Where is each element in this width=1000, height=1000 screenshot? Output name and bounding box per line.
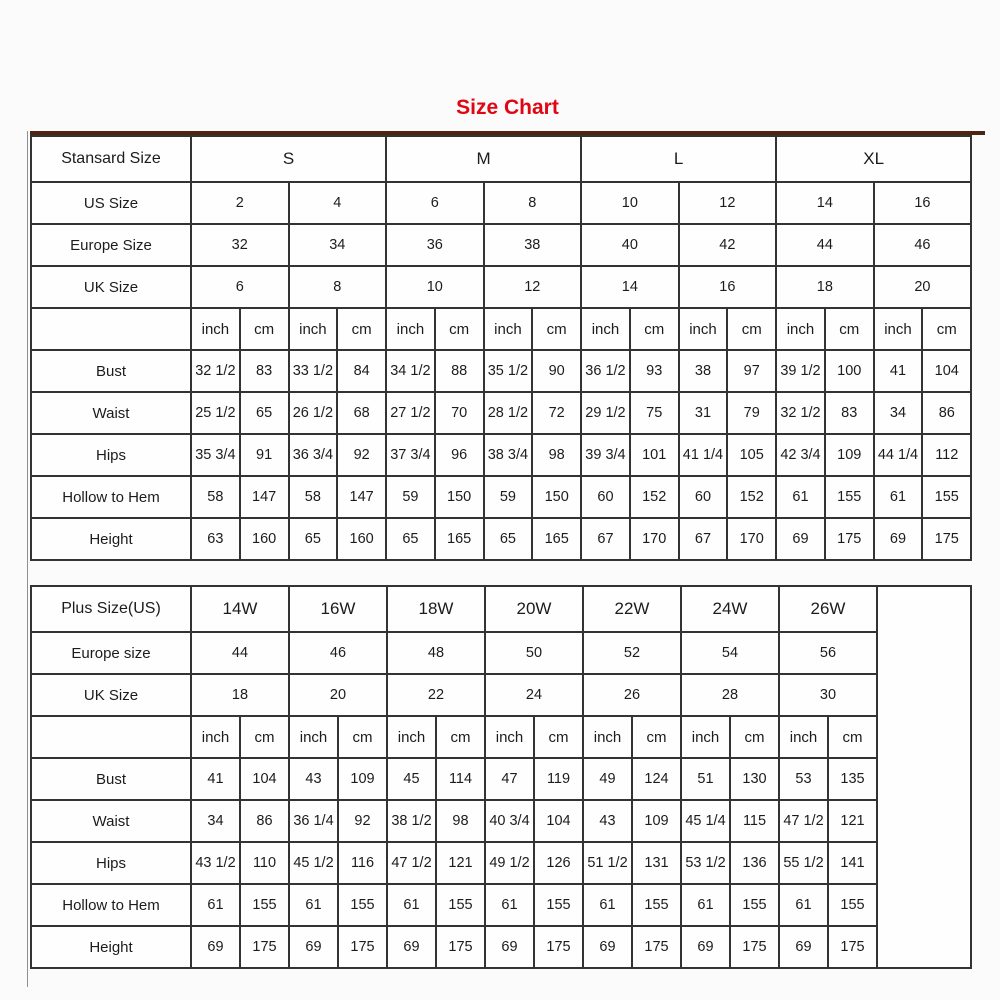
value-cell: 91 — [240, 434, 289, 476]
table-row — [31, 434, 971, 476]
value-cell: 33 1/2 — [289, 350, 338, 392]
value-cell: 60 — [679, 476, 728, 518]
value-cell: 61 — [387, 884, 436, 926]
value-cell: 165 — [532, 518, 581, 560]
value-cell: 65 — [484, 518, 533, 560]
value-cell: 152 — [727, 476, 776, 518]
size-value-cell: 16 — [679, 266, 777, 308]
value-cell: 69 — [191, 926, 240, 968]
unit-header: inch — [191, 716, 240, 758]
value-cell: 69 — [776, 518, 825, 560]
row-label: Height — [31, 926, 191, 968]
table-row — [31, 758, 971, 800]
value-cell: 96 — [435, 434, 484, 476]
page-title: Size Chart — [456, 96, 559, 119]
size-value-cell: 34 — [289, 224, 387, 266]
unit-header: cm — [534, 716, 583, 758]
value-cell: 79 — [727, 392, 776, 434]
row-label: Europe Size — [31, 224, 191, 266]
value-cell: 98 — [532, 434, 581, 476]
unit-header: inch — [583, 716, 632, 758]
value-cell: 86 — [240, 800, 289, 842]
size-value-cell: 44 — [191, 632, 289, 674]
size-value-cell: 42 — [679, 224, 777, 266]
value-cell: 100 — [825, 350, 874, 392]
value-cell: 44 1/4 — [874, 434, 923, 476]
unit-header: cm — [240, 716, 289, 758]
value-cell: 34 1/2 — [386, 350, 435, 392]
table-row — [31, 800, 971, 842]
value-cell: 131 — [632, 842, 681, 884]
value-cell: 84 — [337, 350, 386, 392]
value-cell: 90 — [532, 350, 581, 392]
size-value-cell: 12 — [484, 266, 582, 308]
unit-header: cm — [338, 716, 387, 758]
value-cell: 60 — [581, 476, 630, 518]
value-cell: 170 — [630, 518, 679, 560]
value-cell: 141 — [828, 842, 877, 884]
value-cell: 49 — [583, 758, 632, 800]
table-row — [31, 350, 971, 392]
value-cell: 104 — [534, 800, 583, 842]
value-cell: 92 — [337, 434, 386, 476]
value-cell: 61 — [779, 884, 828, 926]
table-row — [31, 182, 971, 224]
value-cell: 43 — [583, 800, 632, 842]
size-value-cell: 44 — [776, 224, 874, 266]
value-cell: 42 3/4 — [776, 434, 825, 476]
value-cell: 58 — [191, 476, 240, 518]
value-cell: 31 — [679, 392, 728, 434]
value-cell: 61 — [289, 884, 338, 926]
value-cell: 28 1/2 — [484, 392, 533, 434]
size-value-cell: 8 — [289, 266, 387, 308]
unit-header: cm — [828, 716, 877, 758]
row-label: Bust — [31, 350, 191, 392]
value-cell: 150 — [532, 476, 581, 518]
size-value-cell: 10 — [581, 182, 679, 224]
size-chart-area — [27, 131, 988, 987]
value-cell: 112 — [922, 434, 971, 476]
size-group-header: 20W — [485, 586, 583, 632]
value-cell: 69 — [485, 926, 534, 968]
table-row — [31, 136, 971, 182]
size-value-cell: 14 — [581, 266, 679, 308]
value-cell: 59 — [484, 476, 533, 518]
unit-header: cm — [632, 716, 681, 758]
value-cell: 83 — [825, 392, 874, 434]
size-value-cell: 4 — [289, 182, 387, 224]
table-row — [31, 842, 971, 884]
table-row — [31, 392, 971, 434]
size-value-cell: 2 — [191, 182, 289, 224]
value-cell: 27 1/2 — [386, 392, 435, 434]
standard-size-table — [30, 135, 972, 561]
value-cell: 41 — [191, 758, 240, 800]
row-label: Height — [31, 518, 191, 560]
row-label-empty — [31, 308, 191, 350]
value-cell: 135 — [828, 758, 877, 800]
value-cell: 36 1/2 — [581, 350, 630, 392]
value-cell: 40 3/4 — [485, 800, 534, 842]
table-row — [31, 716, 971, 758]
size-value-cell: 12 — [679, 182, 777, 224]
value-cell: 47 1/2 — [779, 800, 828, 842]
unit-header: inch — [776, 308, 825, 350]
size-group-header: XL — [776, 136, 971, 182]
size-group-header: S — [191, 136, 386, 182]
value-cell: 53 — [779, 758, 828, 800]
row-label: Hollow to Hem — [31, 884, 191, 926]
value-cell: 147 — [337, 476, 386, 518]
value-cell: 155 — [534, 884, 583, 926]
row-label: Hollow to Hem — [31, 476, 191, 518]
size-value-cell: 18 — [776, 266, 874, 308]
unit-header: inch — [484, 308, 533, 350]
size-group-header: 18W — [387, 586, 485, 632]
value-cell: 37 3/4 — [386, 434, 435, 476]
size-value-cell: 20 — [289, 674, 387, 716]
value-cell: 70 — [435, 392, 484, 434]
row-label: Hips — [31, 842, 191, 884]
value-cell: 155 — [240, 884, 289, 926]
value-cell: 47 — [485, 758, 534, 800]
value-cell: 39 1/2 — [776, 350, 825, 392]
value-cell: 110 — [240, 842, 289, 884]
value-cell: 104 — [240, 758, 289, 800]
value-cell: 34 — [191, 800, 240, 842]
value-cell: 49 1/2 — [485, 842, 534, 884]
unit-header: cm — [727, 308, 776, 350]
size-value-cell: 28 — [681, 674, 779, 716]
size-value-cell: 46 — [289, 632, 387, 674]
value-cell: 175 — [436, 926, 485, 968]
value-cell: 69 — [387, 926, 436, 968]
value-cell: 36 1/4 — [289, 800, 338, 842]
row-label: Waist — [31, 800, 191, 842]
unit-header: inch — [386, 308, 435, 350]
value-cell: 92 — [338, 800, 387, 842]
unit-header: cm — [532, 308, 581, 350]
table-row — [31, 266, 971, 308]
value-cell: 69 — [583, 926, 632, 968]
value-cell: 26 1/2 — [289, 392, 338, 434]
size-group-header: 26W — [779, 586, 877, 632]
value-cell: 165 — [435, 518, 484, 560]
value-cell: 43 1/2 — [191, 842, 240, 884]
value-cell: 116 — [338, 842, 387, 884]
unit-header: inch — [581, 308, 630, 350]
value-cell: 25 1/2 — [191, 392, 240, 434]
value-cell: 61 — [776, 476, 825, 518]
value-cell: 175 — [338, 926, 387, 968]
value-cell: 32 1/2 — [191, 350, 240, 392]
value-cell: 160 — [337, 518, 386, 560]
size-group-header: L — [581, 136, 776, 182]
value-cell: 68 — [337, 392, 386, 434]
value-cell: 93 — [630, 350, 679, 392]
unit-header: inch — [387, 716, 436, 758]
row-label-empty — [31, 716, 191, 758]
value-cell: 61 — [191, 884, 240, 926]
size-value-cell: 30 — [779, 674, 877, 716]
value-cell: 98 — [436, 800, 485, 842]
unit-header: inch — [681, 716, 730, 758]
value-cell: 35 3/4 — [191, 434, 240, 476]
size-value-cell: 46 — [874, 224, 972, 266]
value-cell: 29 1/2 — [581, 392, 630, 434]
row-label: Europe size — [31, 632, 191, 674]
value-cell: 114 — [436, 758, 485, 800]
value-cell: 97 — [727, 350, 776, 392]
value-cell: 155 — [825, 476, 874, 518]
value-cell: 67 — [581, 518, 630, 560]
value-cell: 38 1/2 — [387, 800, 436, 842]
size-value-cell: 26 — [583, 674, 681, 716]
value-cell: 130 — [730, 758, 779, 800]
value-cell: 175 — [730, 926, 779, 968]
size-value-cell: 36 — [386, 224, 484, 266]
value-cell: 160 — [240, 518, 289, 560]
unit-header: cm — [435, 308, 484, 350]
size-value-cell: 24 — [485, 674, 583, 716]
value-cell: 69 — [681, 926, 730, 968]
value-cell: 175 — [534, 926, 583, 968]
value-cell: 105 — [727, 434, 776, 476]
value-cell: 63 — [191, 518, 240, 560]
value-cell: 55 1/2 — [779, 842, 828, 884]
unit-header: cm — [240, 308, 289, 350]
value-cell: 32 1/2 — [776, 392, 825, 434]
value-cell: 34 — [874, 392, 923, 434]
value-cell: 72 — [532, 392, 581, 434]
size-group-header: M — [386, 136, 581, 182]
plus-size-table-container — [30, 585, 988, 987]
value-cell: 83 — [240, 350, 289, 392]
value-cell: 61 — [874, 476, 923, 518]
value-cell: 155 — [436, 884, 485, 926]
unit-header: inch — [779, 716, 828, 758]
value-cell: 170 — [727, 518, 776, 560]
value-cell: 39 3/4 — [581, 434, 630, 476]
unit-header: inch — [485, 716, 534, 758]
value-cell: 136 — [730, 842, 779, 884]
size-value-cell: 22 — [387, 674, 485, 716]
size-value-cell: 20 — [874, 266, 972, 308]
table-row — [31, 224, 971, 266]
row-label: UK Size — [31, 266, 191, 308]
value-cell: 43 — [289, 758, 338, 800]
value-cell: 53 1/2 — [681, 842, 730, 884]
size-value-cell: 16 — [874, 182, 972, 224]
value-cell: 109 — [632, 800, 681, 842]
size-value-cell: 14 — [776, 182, 874, 224]
value-cell: 126 — [534, 842, 583, 884]
unit-header: inch — [679, 308, 728, 350]
value-cell: 65 — [289, 518, 338, 560]
value-cell: 45 1/2 — [289, 842, 338, 884]
unit-header: inch — [874, 308, 923, 350]
size-value-cell: 40 — [581, 224, 679, 266]
size-value-cell: 54 — [681, 632, 779, 674]
size-group-header: 14W — [191, 586, 289, 632]
empty-filler-cell — [877, 586, 971, 968]
value-cell: 121 — [828, 800, 877, 842]
value-cell: 150 — [435, 476, 484, 518]
value-cell: 65 — [386, 518, 435, 560]
unit-header: inch — [289, 308, 338, 350]
unit-header: cm — [825, 308, 874, 350]
value-cell: 175 — [825, 518, 874, 560]
table-row — [31, 518, 971, 560]
unit-header: cm — [337, 308, 386, 350]
value-cell: 69 — [779, 926, 828, 968]
size-value-cell: 8 — [484, 182, 582, 224]
value-cell: 41 — [874, 350, 923, 392]
value-cell: 47 1/2 — [387, 842, 436, 884]
table-row — [31, 884, 971, 926]
size-value-cell: 56 — [779, 632, 877, 674]
size-group-header: 16W — [289, 586, 387, 632]
value-cell: 115 — [730, 800, 779, 842]
unit-header: inch — [289, 716, 338, 758]
plus-size-table — [30, 585, 972, 969]
unit-header: inch — [191, 308, 240, 350]
size-group-header: 22W — [583, 586, 681, 632]
value-cell: 104 — [922, 350, 971, 392]
table-row — [31, 308, 971, 350]
value-cell: 121 — [436, 842, 485, 884]
row-label: Waist — [31, 392, 191, 434]
table-row — [31, 586, 971, 632]
value-cell: 35 1/2 — [484, 350, 533, 392]
row-label: Bust — [31, 758, 191, 800]
value-cell: 109 — [825, 434, 874, 476]
value-cell: 41 1/4 — [679, 434, 728, 476]
size-value-cell: 6 — [386, 182, 484, 224]
unit-header: cm — [730, 716, 779, 758]
value-cell: 51 1/2 — [583, 842, 632, 884]
value-cell: 86 — [922, 392, 971, 434]
value-cell: 69 — [874, 518, 923, 560]
value-cell: 65 — [240, 392, 289, 434]
value-cell: 155 — [632, 884, 681, 926]
value-cell: 124 — [632, 758, 681, 800]
value-cell: 59 — [386, 476, 435, 518]
value-cell: 67 — [679, 518, 728, 560]
value-cell: 119 — [534, 758, 583, 800]
table-row — [31, 926, 971, 968]
row-label: Hips — [31, 434, 191, 476]
row-label: UK Size — [31, 674, 191, 716]
value-cell: 175 — [240, 926, 289, 968]
table-row — [31, 476, 971, 518]
size-value-cell: 6 — [191, 266, 289, 308]
value-cell: 61 — [485, 884, 534, 926]
value-cell: 155 — [338, 884, 387, 926]
size-value-cell: 18 — [191, 674, 289, 716]
value-cell: 147 — [240, 476, 289, 518]
size-value-cell: 50 — [485, 632, 583, 674]
standard-size-table-container — [30, 135, 988, 561]
value-cell: 75 — [630, 392, 679, 434]
corner-label: Plus Size(US) — [31, 586, 191, 632]
value-cell: 45 — [387, 758, 436, 800]
unit-header: cm — [436, 716, 485, 758]
value-cell: 155 — [730, 884, 779, 926]
size-value-cell: 48 — [387, 632, 485, 674]
value-cell: 58 — [289, 476, 338, 518]
size-value-cell: 52 — [583, 632, 681, 674]
value-cell: 175 — [632, 926, 681, 968]
value-cell: 38 3/4 — [484, 434, 533, 476]
value-cell: 51 — [681, 758, 730, 800]
value-cell: 88 — [435, 350, 484, 392]
value-cell: 38 — [679, 350, 728, 392]
value-cell: 155 — [828, 884, 877, 926]
value-cell: 109 — [338, 758, 387, 800]
value-cell: 61 — [681, 884, 730, 926]
value-cell: 175 — [828, 926, 877, 968]
corner-label: Stansard Size — [31, 136, 191, 182]
size-group-header: 24W — [681, 586, 779, 632]
value-cell: 36 3/4 — [289, 434, 338, 476]
value-cell: 45 1/4 — [681, 800, 730, 842]
value-cell: 69 — [289, 926, 338, 968]
value-cell: 61 — [583, 884, 632, 926]
value-cell: 101 — [630, 434, 679, 476]
value-cell: 175 — [922, 518, 971, 560]
value-cell: 155 — [922, 476, 971, 518]
size-value-cell: 10 — [386, 266, 484, 308]
row-label: US Size — [31, 182, 191, 224]
table-row — [31, 632, 971, 674]
value-cell: 152 — [630, 476, 679, 518]
table-row — [31, 674, 971, 716]
unit-header: cm — [922, 308, 971, 350]
size-value-cell: 32 — [191, 224, 289, 266]
unit-header: cm — [630, 308, 679, 350]
size-value-cell: 38 — [484, 224, 582, 266]
